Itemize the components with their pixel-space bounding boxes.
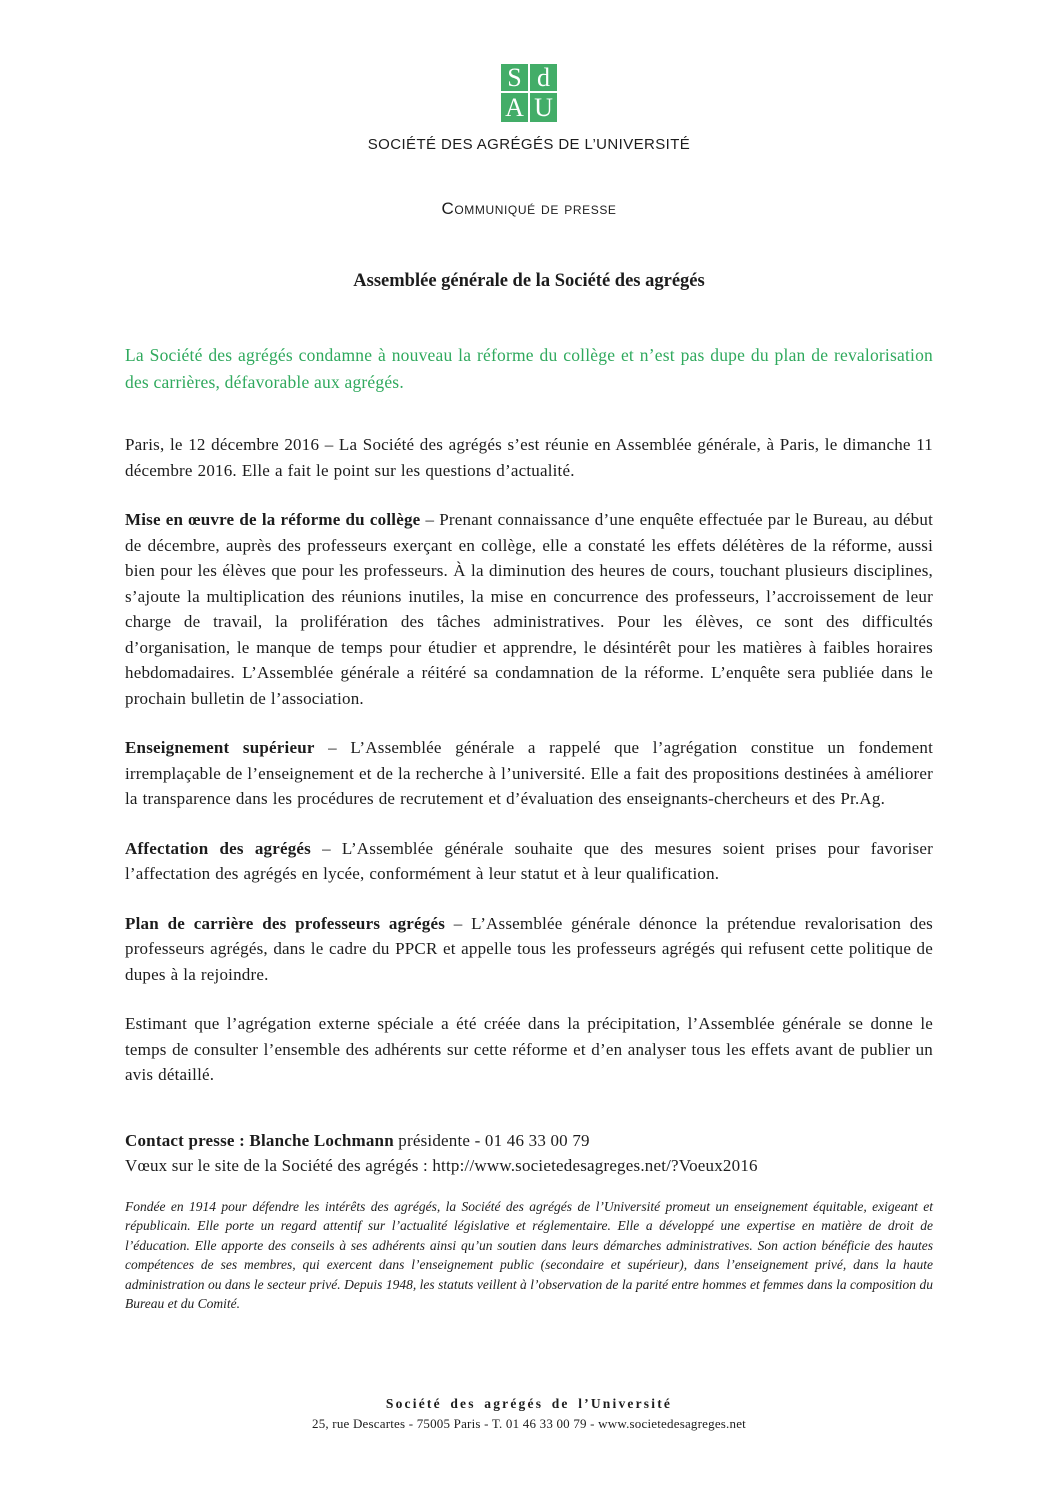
logo-letter-u: U [530, 93, 557, 122]
paragraph-lead-bold: Mise en œuvre de la réforme du collège [125, 510, 421, 529]
logo-letter-s: S [501, 64, 528, 91]
contact-press-line [125, 1128, 933, 1154]
contact-website-line: Vœux sur le site de la Société des agrégés : http://www.societedesagreges.net/?Voeux2016 [125, 1156, 758, 1175]
paragraph-text: – L’Assemblée générale dénonce la prétendue revalorisation des professeurs agrégés, dans le cadre du PPCR et appelle tous les professeurs agrégés qui refusent cette politique de dupes à la rejoindre. [125, 913, 933, 984]
paragraph-lead-bold: Enseignement supérieur [125, 738, 315, 757]
paragraph-career-plan [125, 911, 933, 988]
press-release-label: Communiqué de presse [441, 199, 617, 218]
paragraph-text: – Prenant connaissance d’une enquête effectuée par le Bureau, au début de décembre, auprès des professeurs exerçant en collège, elle a constaté les effets délétères de la réforme, aussi bien pour les élèves que pour les professeurs. À la diminution des heures de cours, touchant plusieurs disciplines, s’ajoute la multiplication des réunions inutiles, la mise en concurrence des professeurs, l’accroissement de leur charge de travail, la prolifération des tâches administratives. Pour les élèves, ce sont des difficultés d’organisation, le manque de temps pour étudier et apprendre, le désintérêt pour les matières à faibles horaires hebdomadaires. L’Assemblée générale a réitéré sa condamnation de la réforme. L’enquête sera publiée dans le prochain bulletin de l’association. [125, 510, 933, 708]
paragraph-special-agregation [125, 1011, 933, 1088]
footer-org-name: Société des agrégés de l’Université [385, 1396, 673, 1411]
paragraph-text: – L’Assemblée générale souhaite que des mesures soient prises pour favoriser l’affectation des agrégés en lycée, conformément à leur statut et à leur qualification. [125, 838, 933, 883]
lead-paragraph: La Société des agrégés condamne à nouveau la réforme du collège et n’est pas dupe du plan de revalorisation des carrières, défavorable aux agrégés. [125, 345, 933, 392]
paragraph-text: – L’Assemblée générale a rappelé que l’agrégation constitue un fondement irremplaçable de l’enseignement et de la recherche à l’université. Elle a fait des propositions destinées à améliorer la transparence dans les procédures de recrutement et d’évaluation des enseignants-chercheurs et des Pr.Ag. [125, 738, 933, 808]
organization-name: SOCIÉTÉ DES AGRÉGÉS DE L’UNIVERSITÉ [367, 136, 691, 153]
boilerplate-text: Fondée en 1914 pour défendre les intérêts des agrégés, la Société des agrégés de l’Université promeut un enseignement équitable, exigeant et républicain. Elle porte un regard attentif sur l’actualité législative et réglementaire. Elle a développé une expertise en matière de droit de l’éducation. Elle apporte des conseils à ses adhérents ainsi qu’un soutien dans leurs démarches administratives. Son action bénéficie des hautes compétences de ses membres, qui exercent dans l’enseignement public (secondaire et supérieur), dans l’enseignement privé, dans la haute administration ou dans le secteur privé. Depuis 1948, les statuts veillent à l’observation de la parité entre hommes et femmes dans la composition du Bureau et du Comité. [125, 1198, 933, 1311]
paragraph-assignment [125, 836, 933, 887]
page-content [0, 64, 1058, 1314]
paragraph-college-reform [125, 507, 933, 711]
logo-letter-a: A [501, 93, 528, 122]
logo-letter-d: d [530, 64, 557, 91]
contact-role-phone: présidente - 01 46 33 00 79 [393, 1130, 590, 1150]
contact-block [125, 1128, 933, 1179]
paragraph-dateline [125, 432, 933, 483]
sdau-logo [501, 64, 557, 122]
paragraph-higher-education [125, 735, 933, 812]
footer-address: 25, rue Descartes - 75005 Paris - T. 01 46 33 00 79 - www.societedesagreges.net [312, 1416, 746, 1431]
page-title: Assemblée générale de la Société des agrégés [353, 271, 705, 291]
contact-name-bold: Contact presse : Blanche Lochmann [125, 1130, 394, 1150]
paragraph-text: Estimant que l’agrégation externe spéciale a été créée dans la précipitation, l’Assemblée générale se donne le temps de consulter l’ensemble des adhérents sur cette réforme et d’en analyser tous les effets avant de publier un avis détaillé. [125, 1014, 933, 1084]
page-footer [0, 1396, 1058, 1432]
paragraph-lead-bold: Affectation des agrégés [125, 838, 311, 858]
paragraph-lead-bold: Plan de carrière des professeurs agrégés [125, 913, 446, 933]
paragraph-text: Paris, le 12 décembre 2016 – La Société des agrégés s’est réunie en Assemblée générale, à Paris, le dimanche 11 décembre 2016. Elle a fait le point sur les questions d’actualité. [125, 435, 933, 480]
